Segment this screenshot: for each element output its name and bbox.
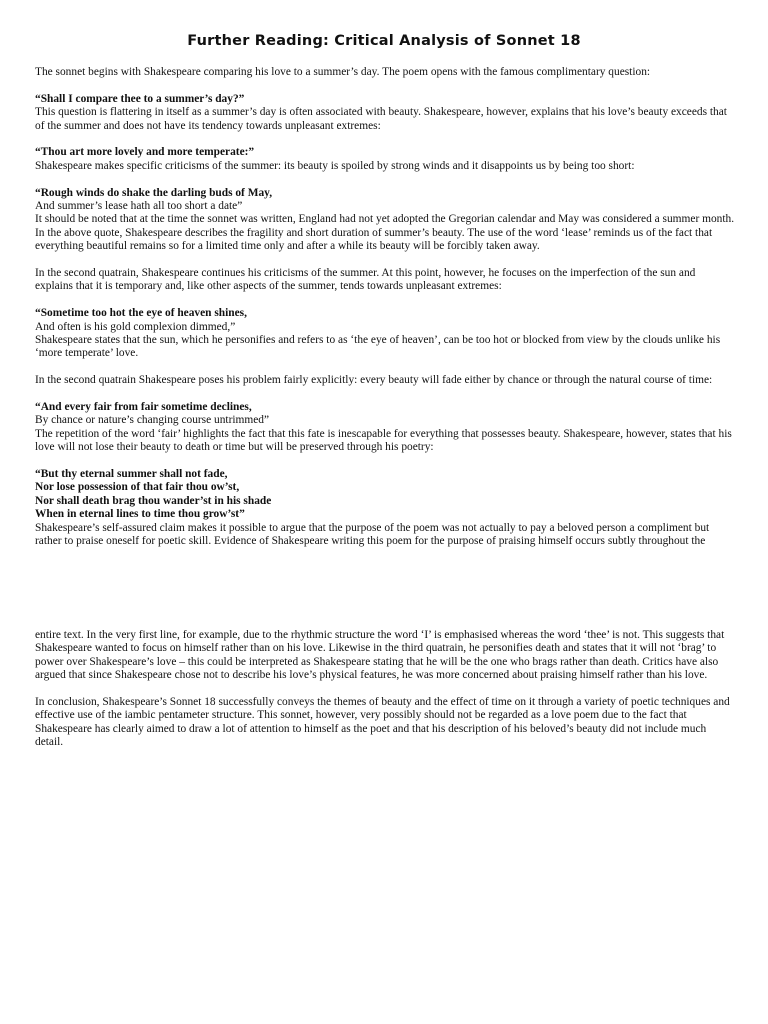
quote-line: “Thou art more lovely and more temperate:” <box>35 146 255 159</box>
body-paragraph: In the second quatrain Shakespeare poses his problem fairly explicitly: every beauty will fade either by chance or through the natural course of time: <box>35 374 713 387</box>
conclusion-paragraph: In conclusion, Shakespeare’s Sonnet 18 successfully conveys the themes of beauty and the effect of time on it through a variety of poetic techniques and effective use of the iambic pentameter structure. This sonnet, however, very possibly should not be regarded as a love poem due to the fact that Shakespeare has clearly aimed to draw a lot of attention to himself as the poet and that his description of his beloved’s beauty did not include much detail. <box>35 696 730 749</box>
body-paragraph: entire text. In the very first line, for example, due to the rhythmic structure the word ‘I’ is emphasised whereas the word ‘thee’ is not. This suggests that Shakespeare wanted to focus on himself rather than on his love. Likewise in the third quatrain, he personifies death and states that it will not ‘brag’ to power over Shakespeare’s love – this could be interpreted as Shakespeare stating that he will be the one who brags rather than death. Critics have also argued that since Shakespeare chose not to describe his love’s physical features, he was more concerned about praising himself rather than his love. <box>35 629 725 682</box>
body-paragraph: The repetition of the word ‘fair’ highlights the fact that this fate is inescapable for everything that possesses beauty. Shakespeare, however, states that his love will not lose their beauty to death or time but will be preserved through his poetry: <box>35 427 732 454</box>
intro-paragraph: The sonnet begins with Shakespeare comparing his love to a summer’s day. The poem opens with the famous complimentary question: <box>35 66 651 78</box>
quote-line: “Shall I compare thee to a summer’s day?” <box>35 92 245 105</box>
quote-line: When in eternal lines to time thou grow’st” <box>35 508 245 521</box>
quote-line: “But thy eternal summer shall not fade, <box>35 468 228 481</box>
quote-line: By chance or nature’s changing course untrimmed” <box>35 414 270 427</box>
quote-line: And often is his gold complexion dimmed,” <box>35 320 236 333</box>
body-paragraph: This question is flattering in itself as a summer’s day is often associated with beauty. Shakespeare, however, explains that his love’s beauty exceeds that of the summer and does not have its tendency towards unpleasant extremes: <box>35 106 727 132</box>
page-title: Further Reading: Critical Analysis of Sonnet 18 <box>187 33 581 49</box>
body-paragraph: In the second quatrain, Shakespeare continues his criticisms of the summer. At this point, however, he focuses on the imperfection of the sun and explains that it is temporary and, like other aspects of the summer, tends towards unpleasant extremes: <box>35 267 696 293</box>
document-body-bottom <box>35 629 735 750</box>
body-paragraph: Shakespeare states that the sun, which he personifies and refers to as ‘the eye of heaven’, can be too hot or blocked from view by the clouds unlike his ‘more temperate’ love. <box>35 334 721 360</box>
body-paragraph: It should be noted that at the time the sonnet was written, England had not yet adopted the Gregorian calendar and May was considered a summer month. In the above quote, Shakespeare describes the fragility and short duration of summer’s beauty. The use of the word ‘lease’ reminds us of the fact that everything beautiful remains so for a limited time only and after a while its beauty will be forcibly taken away. <box>35 213 735 253</box>
quote-line: “Sometime too hot the eye of heaven shines, <box>35 307 247 320</box>
quote-line: “Rough winds do shake the darling buds of May, <box>35 186 273 199</box>
body-paragraph: Shakespeare’s self-assured claim makes it possible to argue that the purpose of the poem was not actually to pay a beloved person a compliment but rather to praise oneself for poetic skill. Evidence of Shakespeare writing this poem for the purpose of praising himself occurs subtly throughout the <box>35 521 710 548</box>
quote-line: “And every fair from fair sometime declines, <box>35 401 252 414</box>
document-body-top <box>35 66 735 549</box>
quote-line: Nor lose possession of that fair thou ow’st, <box>35 481 240 494</box>
quote-line: And summer’s lease hath all too short a date” <box>35 200 243 213</box>
quote-line: Nor shall death brag thou wander’st in his shade <box>35 494 272 507</box>
body-paragraph: Shakespeare makes specific criticisms of the summer: its beauty is spoiled by strong winds and it disappoints us by being too short: <box>35 159 635 172</box>
